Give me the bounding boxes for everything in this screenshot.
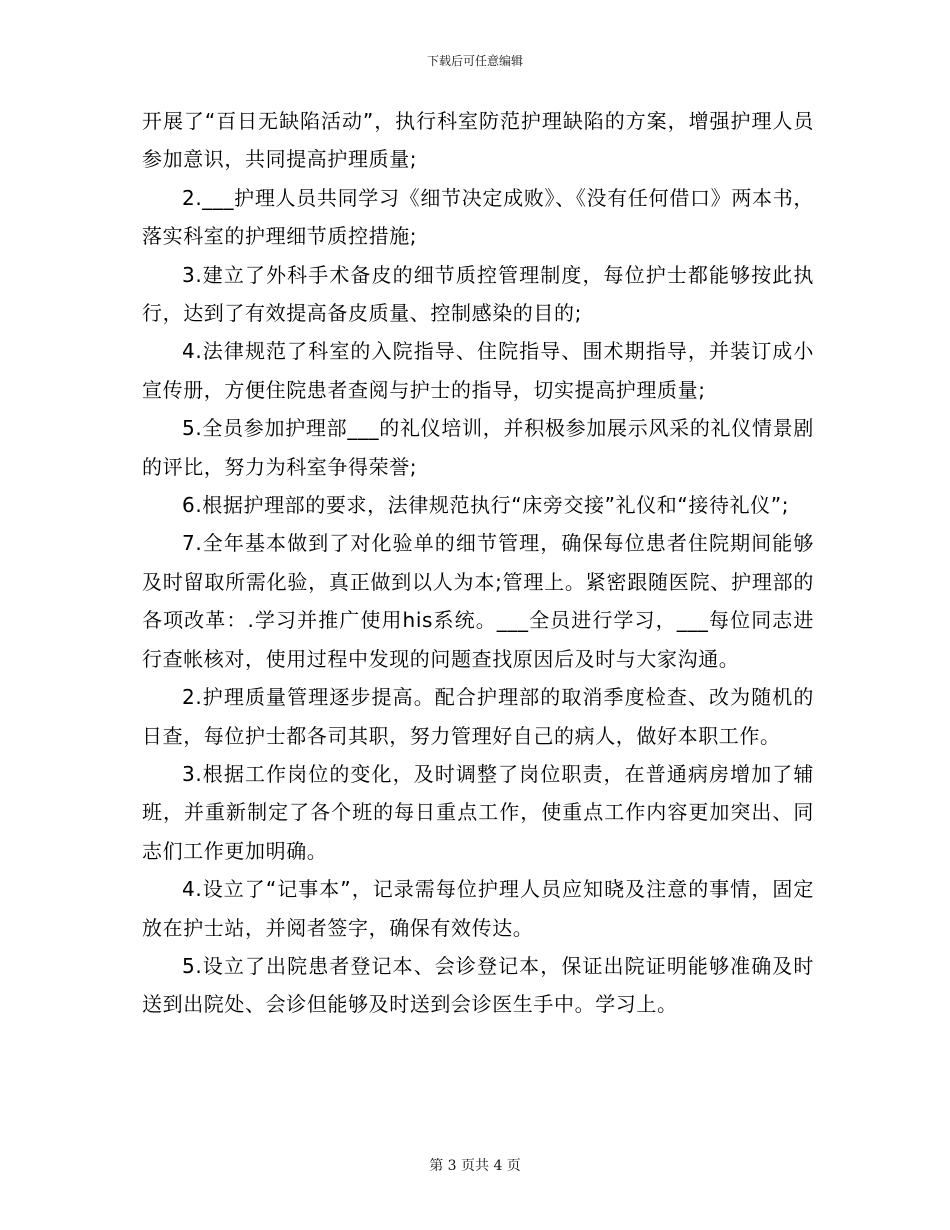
paragraph-7: 2.护理质量管理逐步提高。配合护理部的取消季度检查、改为随机的日查，每位护士都各司其职，努力管理好自己的病人，做好本职工作。 (142, 685, 814, 748)
paragraph-10: 5.设立了出院患者登记本、会诊登记本，保证出院证明能够准确及时送到出院处、会诊但能够及时送到会诊医生手中。学习上。 (142, 953, 814, 1017)
page-header: 下载后可任意编辑 (426, 54, 523, 68)
paragraph-1: 2.___护理人员共同学习《细节决定成败》、《没有任何借口》两本书，落实科室的护理细节质控措施; (142, 185, 814, 249)
paragraph-9: 4.设立了“记事本”，记录需每位护理人员应知晓及注意的事情，固定放在护士站，并阅者签字，确保有效传达。 (142, 877, 814, 940)
page-footer: 第 3 页共 4 页 (429, 1158, 521, 1174)
paragraph-6: 7.全年基本做到了对化验单的细节管理，确保每位患者住院期间能够及时留取所需化验，真正做到以人为本;管理上。紧密跟随医院、护理部的各项改革：.学习并推广使用his系统。___全员进行学习，___每位同志进行查帐核对，使用过程中发现的问题查找原因后及时与大家沟通。 (142, 531, 814, 671)
document-body (142, 102, 814, 1024)
paragraph-5: 6.根据护理部的要求，法律规范执行“床旁交接”礼仪和“接待礼仪”; (182, 493, 790, 518)
paragraph-0: 开展了“百日无缺陷活动”，执行科室防范护理缺陷的方案，增强护理人员参加意识，共同提高护理质量; (142, 109, 814, 172)
paragraph-4: 5.全员参加护理部___的礼仪培训，并积极参加展示风采的礼仪情景剧的评比，努力为科室争得荣誉; (142, 416, 814, 479)
paragraph-2: 3.建立了外科手术备皮的细节质控管理制度，每位护士都能够按此执行，达到了有效提高备皮质量、控制感染的目的; (142, 262, 814, 326)
paragraph-8: 3.根据工作岗位的变化，及时调整了岗位职责，在普通病房增加了辅班，并重新制定了各个班的每日重点工作，使重点工作内容更加突出、同志们工作更加明确。 (142, 761, 814, 863)
paragraph-3: 4.法律规范了科室的入院指导、住院指导、围术期指导，并装订成小宣传册，方便住院患者查阅与护士的指导，切实提高护理质量; (142, 339, 814, 402)
